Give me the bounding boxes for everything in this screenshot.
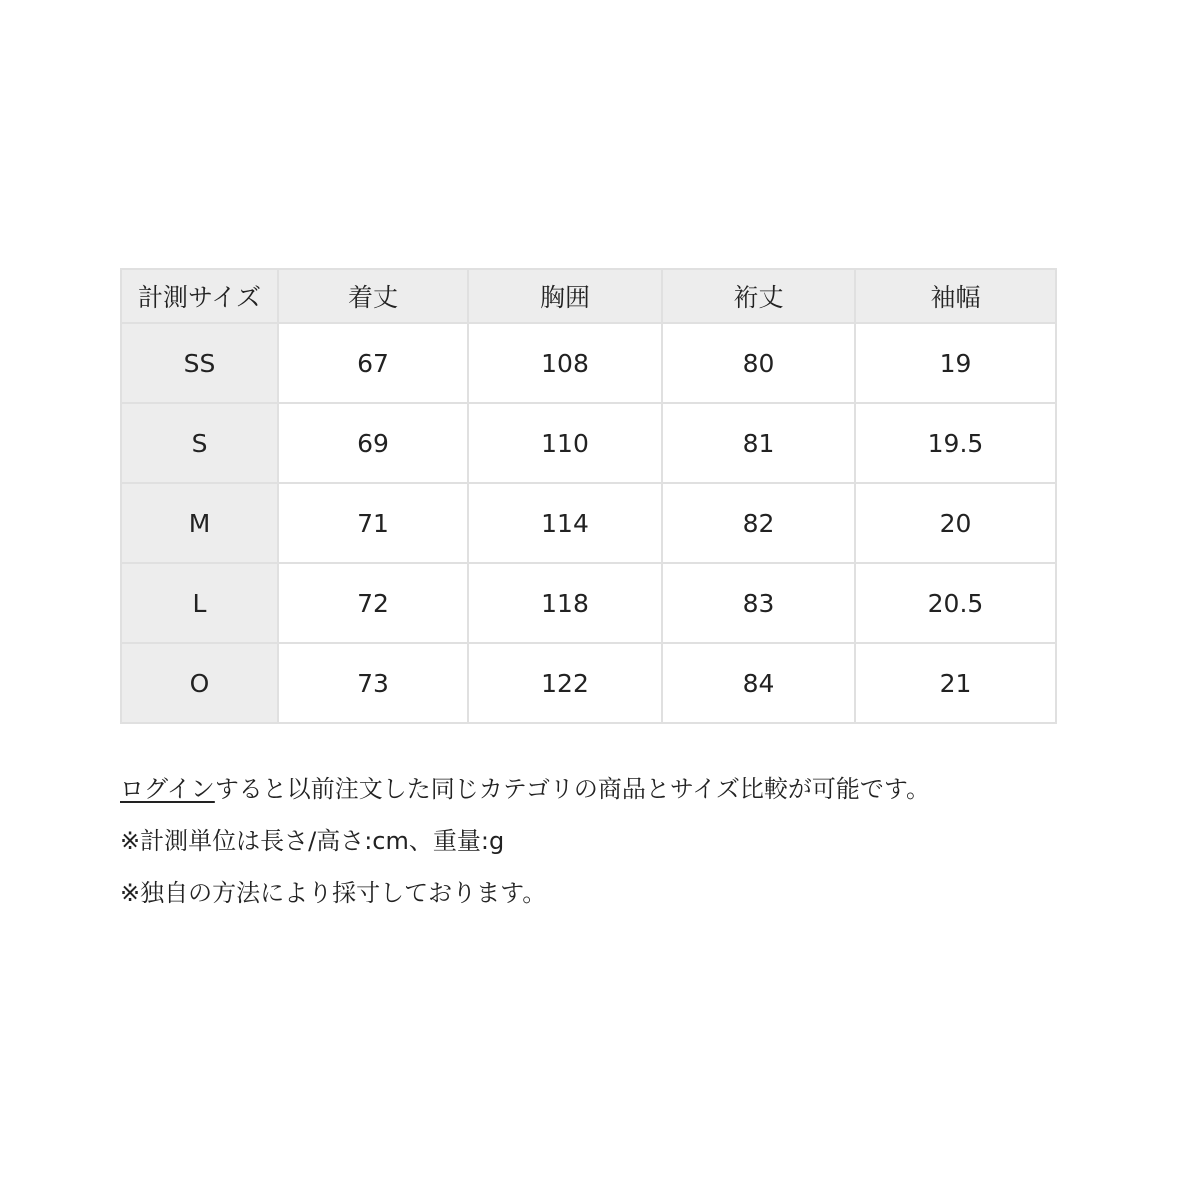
table-row [121,483,1056,563]
table-cell: 69 [278,403,468,483]
size-label: L [121,563,278,643]
table-cell: 108 [468,323,662,403]
table-cell: 114 [468,483,662,563]
unit-note: ※計測単位は長さ/高さ:cm、重量:g [120,827,505,855]
table-cell: 71 [278,483,468,563]
header-sleeve-width: 袖幅 [855,269,1056,323]
header-measured-size: 計測サイズ [121,269,278,323]
table-cell: 84 [662,643,855,723]
table-cell: 67 [278,323,468,403]
table-cell: 82 [662,483,855,563]
header-sleeve-length: 裄丈 [662,269,855,323]
method-note: ※独自の方法により採寸しております。 [120,879,547,907]
table-cell: 20.5 [855,563,1056,643]
table-row [121,323,1056,403]
table-cell: 19 [855,323,1056,403]
table-cell: 73 [278,643,468,723]
table-row [121,643,1056,723]
table-cell: 83 [662,563,855,643]
table-cell: 122 [468,643,662,723]
size-notes [120,763,1120,919]
table-cell: 81 [662,403,855,483]
size-chart-header [121,269,1056,323]
table-cell: 20 [855,483,1056,563]
header-length: 着丈 [278,269,468,323]
login-note [120,763,1120,815]
size-label: SS [121,323,278,403]
size-label: O [121,643,278,723]
header-chest: 胸囲 [468,269,662,323]
login-note-text: すると以前注文した同じカテゴリの商品とサイズ比較が可能です。 [214,775,931,803]
table-row [121,403,1056,483]
table-cell: 72 [278,563,468,643]
size-chart-table [120,268,1057,724]
login-link[interactable]: ログイン [120,775,215,803]
table-cell: 110 [468,403,662,483]
header-row [121,269,1056,323]
table-cell: 118 [468,563,662,643]
size-label: M [121,483,278,563]
table-cell: 80 [662,323,855,403]
size-chart-body [121,323,1056,723]
table-row [121,563,1056,643]
table-cell: 19.5 [855,403,1056,483]
size-label: S [121,403,278,483]
table-cell: 21 [855,643,1056,723]
